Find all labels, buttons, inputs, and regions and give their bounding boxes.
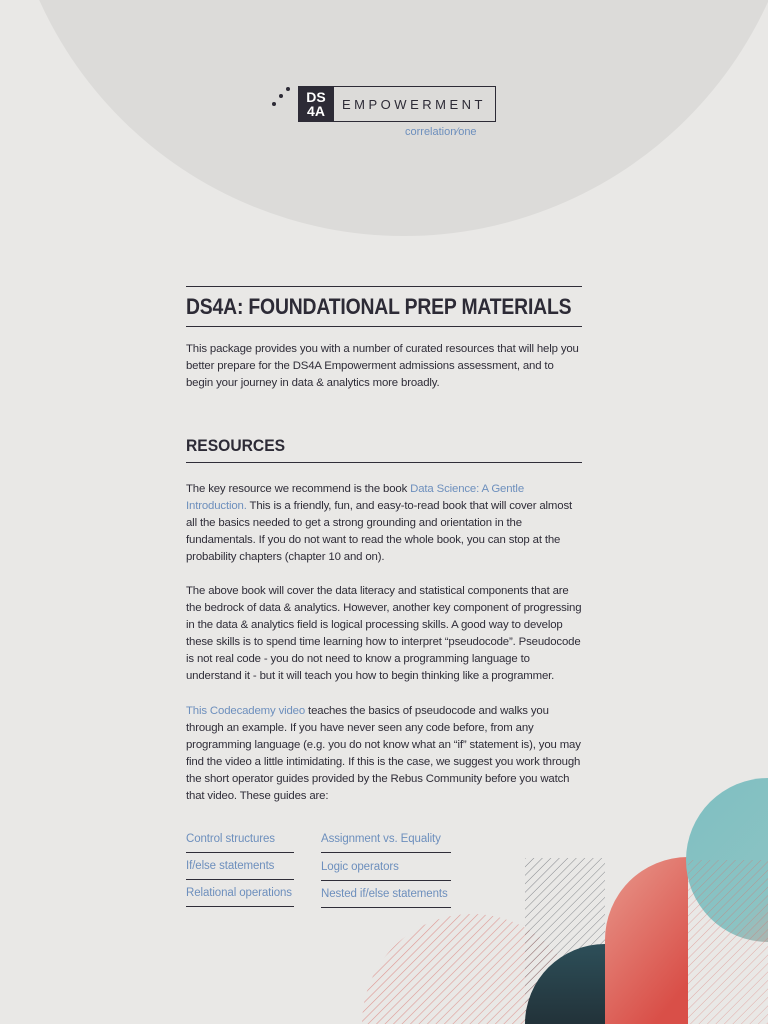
resources-heading-block [186, 436, 582, 463]
resources-rule [186, 462, 582, 463]
guide-link-if-else-statements[interactable]: If/else statements [186, 853, 294, 880]
para3-text-after: teaches the basics of pseudocode and walks you through an example. If you have never seen any code before, from any programming language (e.g. you do not know what an “if” statement is), you may find the video a little intimidating. If this is the case, we suggest you work through the short operator guides provided by the Rebus Community before you watch that video. These guides are: [186, 705, 581, 802]
guide-link-control-structures[interactable]: Control structures [186, 826, 294, 853]
page-title: DS4A: FOUNDATIONAL PREP MATERIALS [186, 294, 572, 319]
guide-link-assignment-vs-equality[interactable]: Assignment vs. Equality [321, 826, 451, 853]
para2-text: The above book will cover the data literacy and statistical components that are the bedrock of data & analytics. However, another key component of progressing in the data & analytics field is logical processing skills. A good way to develop these skills is to spend time learning how to interpret “pseudocode”. Pseudocode is not real code - you do not need to know a programming language to understand it - but it will teach you how to begin thinking like a programmer. [186, 585, 582, 682]
logo-subtitle: correlation∕one [405, 126, 477, 138]
logo-mark-line1: DS [306, 89, 326, 105]
resources-paragraph-3 [186, 703, 582, 805]
intro-paragraph: This package provides you with a number of curated resources that will help you better prepare for the DS4A Empowerment admissions assessment, and to begin your journey in data & analytics more broadly. [186, 343, 579, 389]
codecademy-video-link[interactable]: This Codecademy video [186, 705, 306, 717]
title-block [186, 286, 582, 327]
para1-text-after: This is a friendly, fun, and easy-to-read book that will cover almost all the basics needed to get a strong grounding and orientation in the fundamentals. If you do not want to read the whole book, you can stop at the probability chapters (chapter 10 and on). [186, 500, 573, 563]
logo-dots-icon [270, 86, 292, 108]
intro-block [186, 341, 582, 392]
guide-link-logic-operators[interactable]: Logic operators [321, 854, 451, 881]
logo-wordmark: EMPOWERMENT [332, 86, 496, 122]
resources-paragraph-2 [186, 583, 582, 685]
guide-link-relational-operations[interactable]: Relational operations [186, 880, 294, 907]
para1-text-before: The key resource we recommend is the book [186, 483, 411, 495]
title-bottom-rule [186, 326, 582, 327]
resources-heading: RESOURCES [186, 436, 286, 455]
logo-mark-line2: 4A [307, 103, 325, 119]
logo-mark [298, 86, 334, 122]
resources-paragraph-1 [186, 481, 582, 566]
book-link[interactable]: Data Science: A Gentle Introduction. [186, 483, 524, 512]
guide-link-nested-if-else[interactable]: Nested if/else statements [321, 881, 451, 908]
